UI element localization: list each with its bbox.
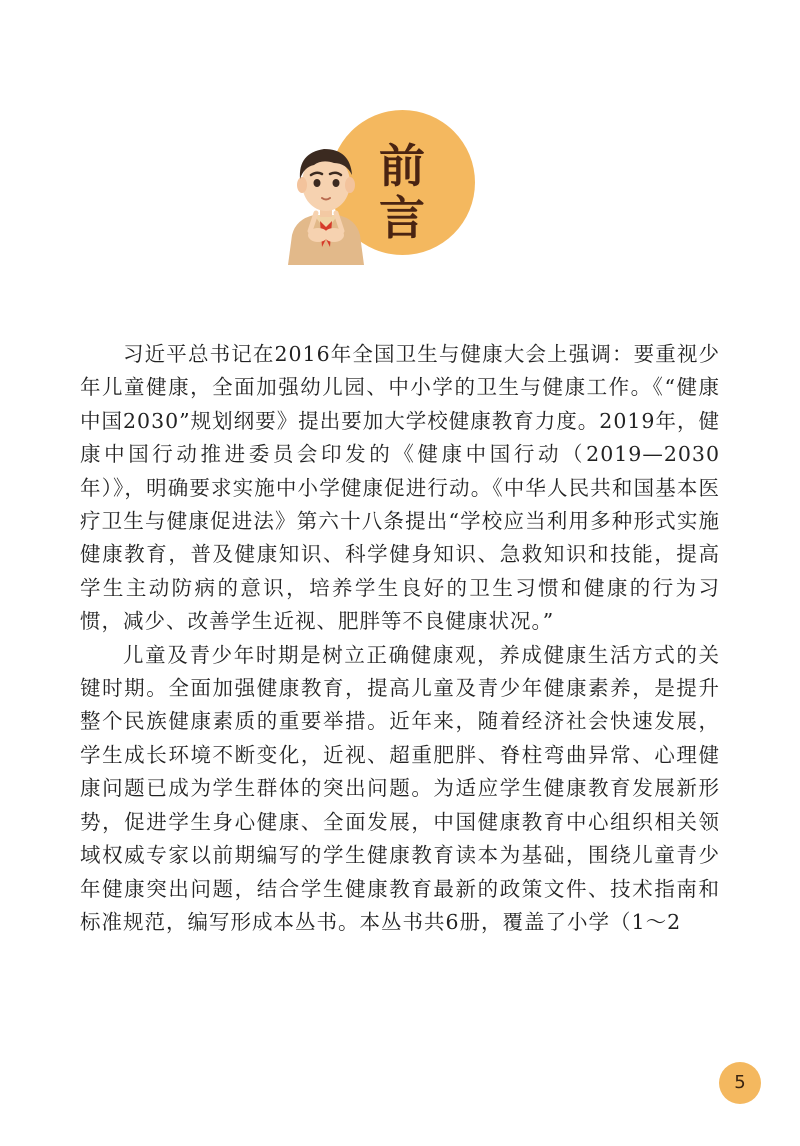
paragraph-2: 儿童及青少年时期是树立正确健康观，养成健康生活方式的关键时期。全面加强健康教育，提高儿童及青少年健康素养，是提升整个民族健康素质的重要举措。近年来，随着经济社会快速发展，学生成长环境不断变化，近视、超重肥胖、脊柱弯曲异常、心理健康问题已成为学生群体的突出问题。为适应学生健康教育发展新形势，促进学生身心健康、全面发展，中国健康教育中心组织相关领域权威专家以前期编写的学生健康教育读本为基础，围绕儿童青少年健康突出问题，结合学生健康教育最新的政策文件、技术指南和标准规范，编写形成本丛书。本丛书共6册，覆盖了小学（1～2: [80, 642, 720, 934]
title-char-yan: 言: [379, 191, 425, 245]
paragraph-1: 习近平总书记在2016年全国卫生与健康大会上强调：要重视少年儿童健康，全面加强幼儿园、中小学的卫生与健康工作。《“健康中国2030”规划纲要》提出要加大学校健康教育力度。2019年，健康中国行动推进委员会印发的《健康中国行动（2019—2030年）》，明确要求实施中小学健康促进行动。《中华人民共和国基本医疗卫生与健康促进法》第六十八条提出“学校应当利用多种形式实施健康教育，普及健康知识、科学健身知识、急救知识和技能，提高学生主动防病的意识，培养学生良好的卫生习惯和健康的行为习惯，减少、改善学生近视、肥胖等不良健康状况。”: [80, 342, 720, 634]
page-number: 5: [719, 1062, 761, 1104]
student-mascot-illustration: [280, 135, 372, 265]
preface-body: [80, 338, 720, 939]
title-char-qian: 前: [379, 139, 425, 193]
preface-header: [280, 105, 480, 270]
